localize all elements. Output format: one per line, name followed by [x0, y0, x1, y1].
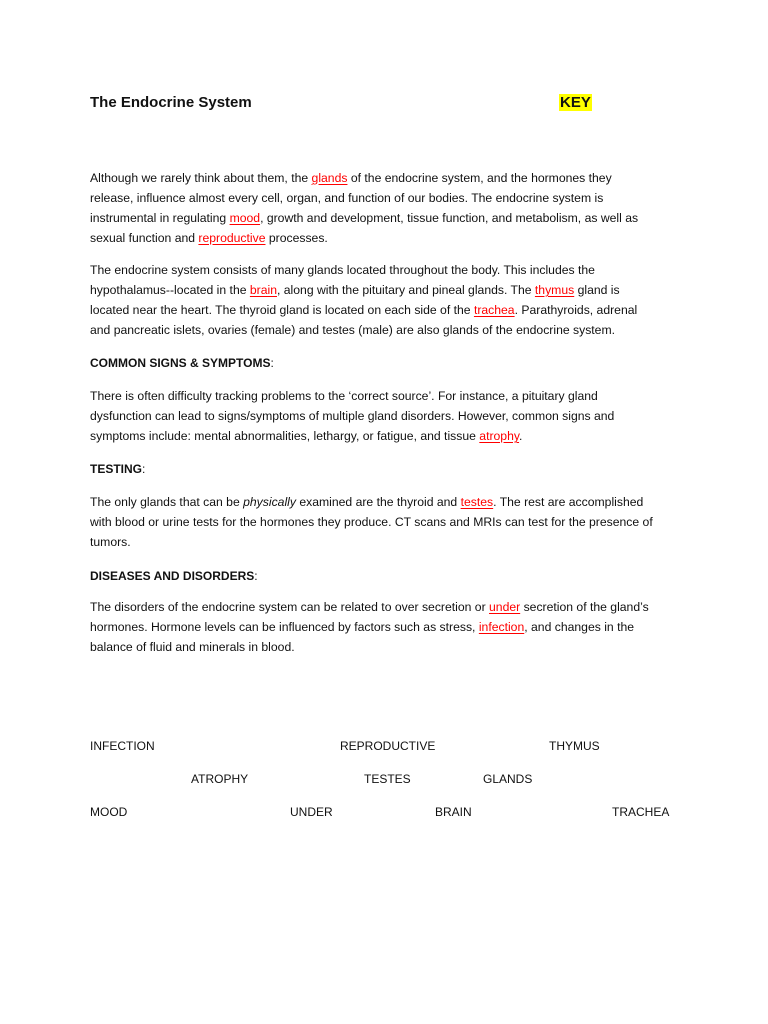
text-line: located near the heart. The thyroid gland is located on each side of the trachea. Parathyroids, adrenal [90, 303, 638, 317]
text-line: balance of fluid and minerals in blood. [90, 640, 295, 654]
answer-word: trachea [473, 303, 515, 317]
word-bank-atrophy: ATROPHY [191, 772, 249, 786]
answer-word: reproductive [198, 231, 266, 245]
text-line: hypothalamus--located in the brain, along with the pituitary and pineal glands. The thymus gland is [90, 283, 620, 297]
word-bank-glands: GLANDS [483, 772, 533, 786]
key-label: KEY [560, 94, 591, 111]
word-bank-trachea: TRACHEA [612, 805, 670, 819]
text-line: The disorders of the endocrine system can be related to over secretion or under secretion of the gland’s [90, 600, 649, 614]
word-bank-mood: MOOD [90, 805, 128, 819]
text-line: release, influence almost every cell, organ, and function of our bodies. The endocrine system is [90, 191, 604, 205]
symptoms-paragraph [90, 386, 690, 446]
text-line: instrumental in regulating mood, growth and development, tissue function, and metabolism, as well as [90, 211, 639, 225]
word-bank-brain: BRAIN [435, 805, 472, 819]
word-bank-reproductive: REPRODUCTIVE [340, 739, 436, 753]
section-heading-testing: TESTING: [90, 462, 146, 476]
answer-word: under [489, 600, 521, 614]
text-line: symptoms include: mental abnormalities, lethargy, or fatigue, and tissue atrophy. [90, 429, 523, 443]
word-bank-under: UNDER [290, 805, 333, 819]
text-line: Although we rarely think about them, the glands of the endocrine system, and the hormones they [90, 171, 612, 185]
diseases-paragraph [90, 597, 690, 657]
answer-word: glands [311, 171, 348, 185]
emphasis-word: physically [243, 495, 296, 509]
text-line: sexual function and reproductive processes. [90, 231, 328, 245]
glands-paragraph [90, 260, 690, 340]
answer-word: atrophy [479, 429, 520, 443]
text-line: and pancreatic islets, ovaries (female) and testes (male) are also glands of the endocrine system. [90, 323, 615, 337]
text-line: hormones. Hormone levels can be influenced by factors such as stress, infection, and changes in the [90, 620, 635, 634]
text-line: dysfunction can lead to signs/symptoms of multiple gland disorders. However, common signs and [90, 409, 615, 423]
testing-paragraph [90, 492, 690, 552]
word-bank-infection: INFECTION [90, 739, 155, 753]
text-line: There is often difficulty tracking problems to the ‘correct source’. For instance, a pituitary gland [90, 389, 598, 403]
answer-word: thymus [534, 283, 575, 297]
answer-word: infection [478, 620, 525, 634]
intro-paragraph [90, 168, 690, 248]
text-line: The endocrine system consists of many glands located throughout the body. This includes the [90, 263, 595, 277]
answer-word: testes [460, 495, 494, 509]
document-title: The Endocrine System [90, 94, 252, 111]
section-heading-diseases: DISEASES AND DISORDERS: [90, 569, 258, 583]
section-heading-symptoms: COMMON SIGNS & SYMPTOMS: [90, 356, 274, 370]
text-line: tumors. [90, 535, 131, 549]
text-line: with blood or urine tests for the hormones they produce. CT scans and MRIs can test for the presence of [90, 515, 653, 529]
answer-word: mood [229, 211, 261, 225]
text-line: The only glands that can be physically examined are the thyroid and testes. The rest are accomplished [90, 495, 644, 509]
word-bank-thymus: THYMUS [549, 739, 600, 753]
answer-word: brain [249, 283, 277, 297]
word-bank-testes: TESTES [364, 772, 411, 786]
